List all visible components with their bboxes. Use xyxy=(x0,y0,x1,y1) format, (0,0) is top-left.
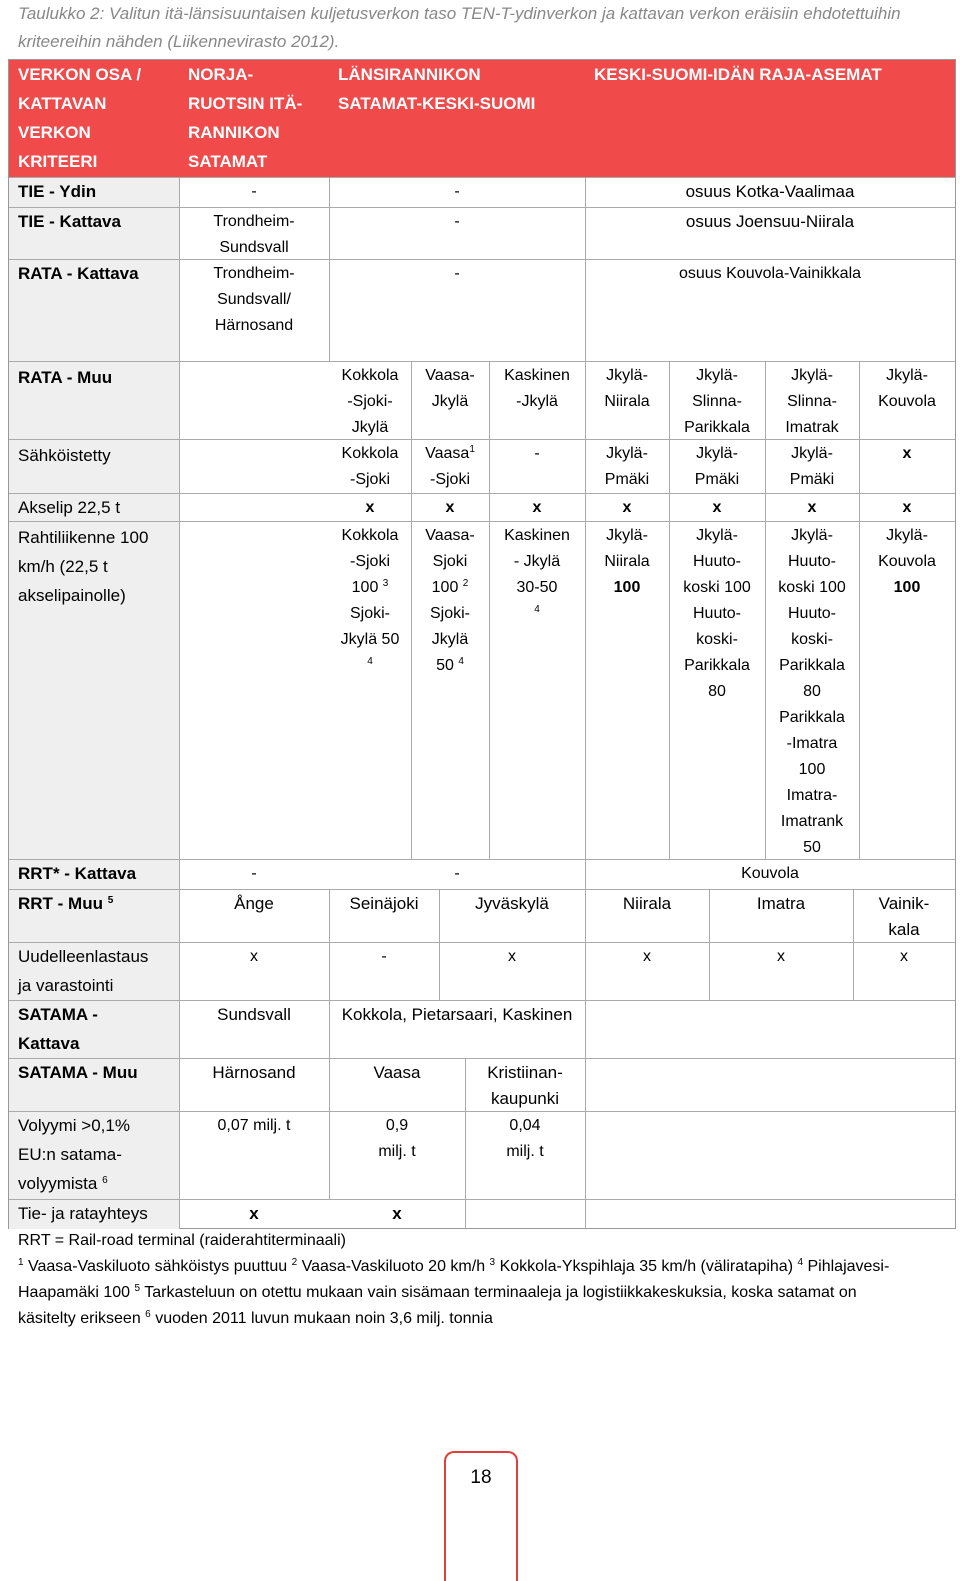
cell-rata-kattava-1: Trondheim- Sundsvall/ Härnosand xyxy=(213,265,295,334)
grid-line xyxy=(709,889,710,1000)
cell-rata-muu-3: Kaskinen -Jkylä xyxy=(504,367,570,410)
header-west-coast: LÄNSIRANNIKON SATAMAT-KESKI-SUOMI xyxy=(329,60,585,177)
grid-line xyxy=(489,361,490,859)
footnote-line-3: käsitelty erikseen $^6$ vuoden 2011 luvun mukaan noin 3,6 milj. tonnia xyxy=(18,1309,493,1327)
cell-rata-kattava-3: osuus Kouvola-Vainikkala xyxy=(678,265,862,282)
cell-volyymi-1: 0,07 milj. t xyxy=(217,1117,291,1134)
cell-rata-muu-7: Jkylä- Kouvola xyxy=(878,367,936,410)
cell-rrt-muu-6: Vainik- kala xyxy=(878,894,930,939)
cell-sahko-7: x xyxy=(902,445,912,462)
row-label-rrt-muu: RRT - Muu $^5$ xyxy=(9,889,179,942)
grid-line xyxy=(9,207,955,208)
grid-line xyxy=(9,177,955,178)
cell-sahko-5: Jkylä- Pmäki xyxy=(694,445,740,488)
grid-line xyxy=(585,889,586,1000)
grid-line xyxy=(9,493,955,494)
cell-satama-kattava-2: Kokkola, Pietarsaari, Kaskinen xyxy=(341,1005,573,1024)
grid-line xyxy=(329,177,330,361)
cell-rata-muu-2: Vaasa- Jkylä xyxy=(425,367,475,410)
row-label-satama-kattava: SATAMA - Kattava xyxy=(9,1000,179,1058)
grid-line xyxy=(9,439,955,440)
grid-line xyxy=(9,889,955,890)
grid-line xyxy=(329,889,330,1199)
grid-line xyxy=(585,1000,586,1229)
grid-line xyxy=(411,361,412,859)
cell-sahko-4: Jkylä- Pmäki xyxy=(604,445,650,488)
grid-line xyxy=(765,361,766,859)
cell-satama-kattava-1: Sundsvall xyxy=(217,1005,291,1024)
cell-akselip-2: x xyxy=(445,499,455,516)
header-criteria: VERKON OSA / KATTAVAN VERKON KRITEERI xyxy=(9,60,179,177)
grid-line xyxy=(669,361,670,859)
grid-line xyxy=(585,859,586,889)
grid-line xyxy=(9,942,955,943)
cell-sahko-6: Jkylä- Pmäki xyxy=(789,445,835,488)
cell-tie-ydin-1: - xyxy=(251,183,257,200)
cell-rahti-5: Jkylä- Huuto- koski 100 Huuto- koski- Parikkala 80 xyxy=(683,527,751,700)
row-label-rata-kattava: RATA - Kattava xyxy=(9,259,179,361)
row-label-tie-kattava: TIE - Kattava xyxy=(9,207,179,259)
footnote-line-1: $^1$ Vaasa-Vaskiluoto sähköistys puuttuu $^2$ Vaasa-Vaskiluoto 20 km/h $^3$ Kokkola-Ykspihlaja 35 km/h (väliratapiha) $^4$ Pihlajavesi- xyxy=(18,1257,890,1275)
grid-line xyxy=(179,177,180,1229)
cell-volyymi-3: 0,04 milj. t xyxy=(506,1117,544,1160)
row-label-sahkoistetty: Sähköistetty xyxy=(9,439,179,493)
cell-tie-kattava-2: - xyxy=(454,213,460,230)
cell-akselip-6: x xyxy=(807,499,817,516)
cell-uudelleen-1: x xyxy=(250,948,258,965)
cell-sahko-3: - xyxy=(534,445,540,462)
criteria-table xyxy=(8,59,956,1229)
cell-uudelleen-6: x xyxy=(900,948,908,965)
cell-sahko-1: Kokkola -Sjoki xyxy=(341,445,399,488)
cell-akselip-1: x xyxy=(365,499,375,516)
cell-tie-kattava-1: Trondheim- Sundsvall xyxy=(213,213,295,256)
grid-line xyxy=(439,889,440,1000)
cell-tie-ydin-3: osuus Kotka-Vaalimaa xyxy=(685,182,855,201)
cell-rrt-muu-2: Seinäjoki xyxy=(349,894,419,913)
cell-tie-kattava-3: osuus Joensuu-Niirala xyxy=(685,212,855,231)
cell-tieja-2: x xyxy=(392,1204,402,1223)
grid-line xyxy=(9,361,955,362)
page-number: 18 xyxy=(470,1467,492,1488)
cell-rrt-muu-5: Imatra xyxy=(756,894,806,913)
cell-uudelleen-3: x xyxy=(508,948,516,965)
grid-line xyxy=(585,177,586,361)
cell-uudelleen-4: x xyxy=(643,948,651,965)
page-number-tab xyxy=(444,1451,518,1581)
cell-rrt-muu-3: Jyväskylä xyxy=(475,894,549,913)
cell-rahti-7: Jkylä- Kouvola 100 xyxy=(878,527,936,596)
header-central-east: KESKI-SUOMI-IDÄN RAJA-ASEMAT xyxy=(585,60,955,177)
grid-line xyxy=(859,361,860,859)
grid-line xyxy=(9,521,955,522)
cell-rrt-muu-4: Niirala xyxy=(622,894,672,913)
table-caption: Taulukko 2: Valitun itä-länsisuuntaisen kuljetusverkon taso TEN-T-ydinverkon ja kattavan verkon eräisiin ehdotettuihin kriteereihin nähden (Liikennevirasto 2012). xyxy=(18,4,901,51)
cell-uudelleen-5: x xyxy=(777,948,785,965)
grid-line xyxy=(465,1058,466,1229)
cell-satama-muu-3: Kristiinan- kaupunki xyxy=(487,1063,563,1108)
row-label-rahti: Rahtiliikenne 100 km/h (22,5 t akselipainolle) xyxy=(9,521,179,859)
cell-rrt-kattava-2: - xyxy=(454,865,460,882)
grid-line xyxy=(853,889,854,1000)
cell-satama-muu-1: Härnosand xyxy=(212,1063,296,1082)
cell-rata-kattava-2: - xyxy=(454,265,460,282)
cell-rrt-muu-1: Ånge xyxy=(234,894,274,913)
grid-line xyxy=(9,1000,955,1001)
cell-akselip-4: x xyxy=(622,499,632,516)
cell-rata-muu-1: Kokkola -Sjoki- Jkylä xyxy=(341,367,399,436)
cell-tie-ydin-2: - xyxy=(454,183,460,200)
cell-akselip-5: x xyxy=(712,499,722,516)
grid-line xyxy=(585,361,586,859)
row-label-rrt-kattava: RRT* - Kattava xyxy=(9,859,179,889)
grid-line xyxy=(9,1111,955,1112)
grid-line xyxy=(9,1058,955,1059)
header-norway-sweden: NORJA- RUOTSIN ITÄ- RANNIKON SATAMAT xyxy=(179,60,329,177)
cell-rata-muu-5: Jkylä- Slinna- Parikkala xyxy=(684,367,750,436)
cell-uudelleen-2: - xyxy=(381,948,387,965)
cell-rahti-6: Jkylä- Huuto- koski 100 Huuto- koski- Parikkala 80 Parikkala -Imatra 100 Imatra- Imatrank 50 xyxy=(778,527,846,856)
cell-akselip-7: x xyxy=(902,499,912,516)
cell-rrt-kattava-3: Kouvola xyxy=(741,865,799,882)
row-label-satama-muu: SATAMA - Muu xyxy=(9,1058,179,1111)
grid-line xyxy=(9,259,955,260)
cell-rata-muu-4: Jkylä- Niirala xyxy=(604,367,650,410)
row-label-rata-muu: RATA - Muu xyxy=(9,361,179,439)
cell-sahko-2: Vaasa$^1$ -Sjoki xyxy=(425,444,475,488)
grid-line xyxy=(9,1199,955,1200)
cell-rahti-2: Vaasa- Sjoki 100 $^2$ Sjoki- Jkylä 50 $^4$ xyxy=(425,527,475,674)
row-label-akselip: Akselip 22,5 t xyxy=(9,493,179,521)
cell-rahti-1: Kokkola -Sjoki 100 $^3$ Sjoki- Jkylä 50 $^4$ xyxy=(340,527,400,667)
row-label-tieja: Tie- ja ratayhteys xyxy=(9,1199,179,1229)
cell-tieja-1: x xyxy=(249,1204,259,1223)
cell-rahti-4: Jkylä- Niirala 100 xyxy=(604,527,650,596)
cell-rrt-kattava-1: - xyxy=(251,865,257,882)
footnote-line-2: Haapamäki 100 $^5$ Tarkasteluun on otettu mukaan vain sisämaan terminaaleja ja logistiikkakeskuksia, koska satamat on xyxy=(18,1283,857,1301)
cell-akselip-3: x xyxy=(532,499,542,516)
footnote-rrt: RRT = Rail-road terminal (raiderahtiterminaali) xyxy=(18,1232,346,1249)
grid-line xyxy=(9,859,955,860)
row-label-uudelleenlastaus: Uudelleenlastaus ja varastointi xyxy=(9,942,179,1000)
cell-satama-muu-2: Vaasa xyxy=(373,1063,421,1082)
cell-volyymi-2: 0,9 milj. t xyxy=(378,1117,416,1160)
cell-rata-muu-6: Jkylä- Slinna- Imatrak xyxy=(785,367,839,436)
cell-rahti-3: Kaskinen - Jkylä 30-50 $^4$ xyxy=(504,527,570,615)
row-label-volyymi: Volyymi >0,1% EU:n satama- volyymista $^6$ xyxy=(9,1111,179,1199)
row-label-tie-ydin: TIE - Ydin xyxy=(9,177,179,207)
